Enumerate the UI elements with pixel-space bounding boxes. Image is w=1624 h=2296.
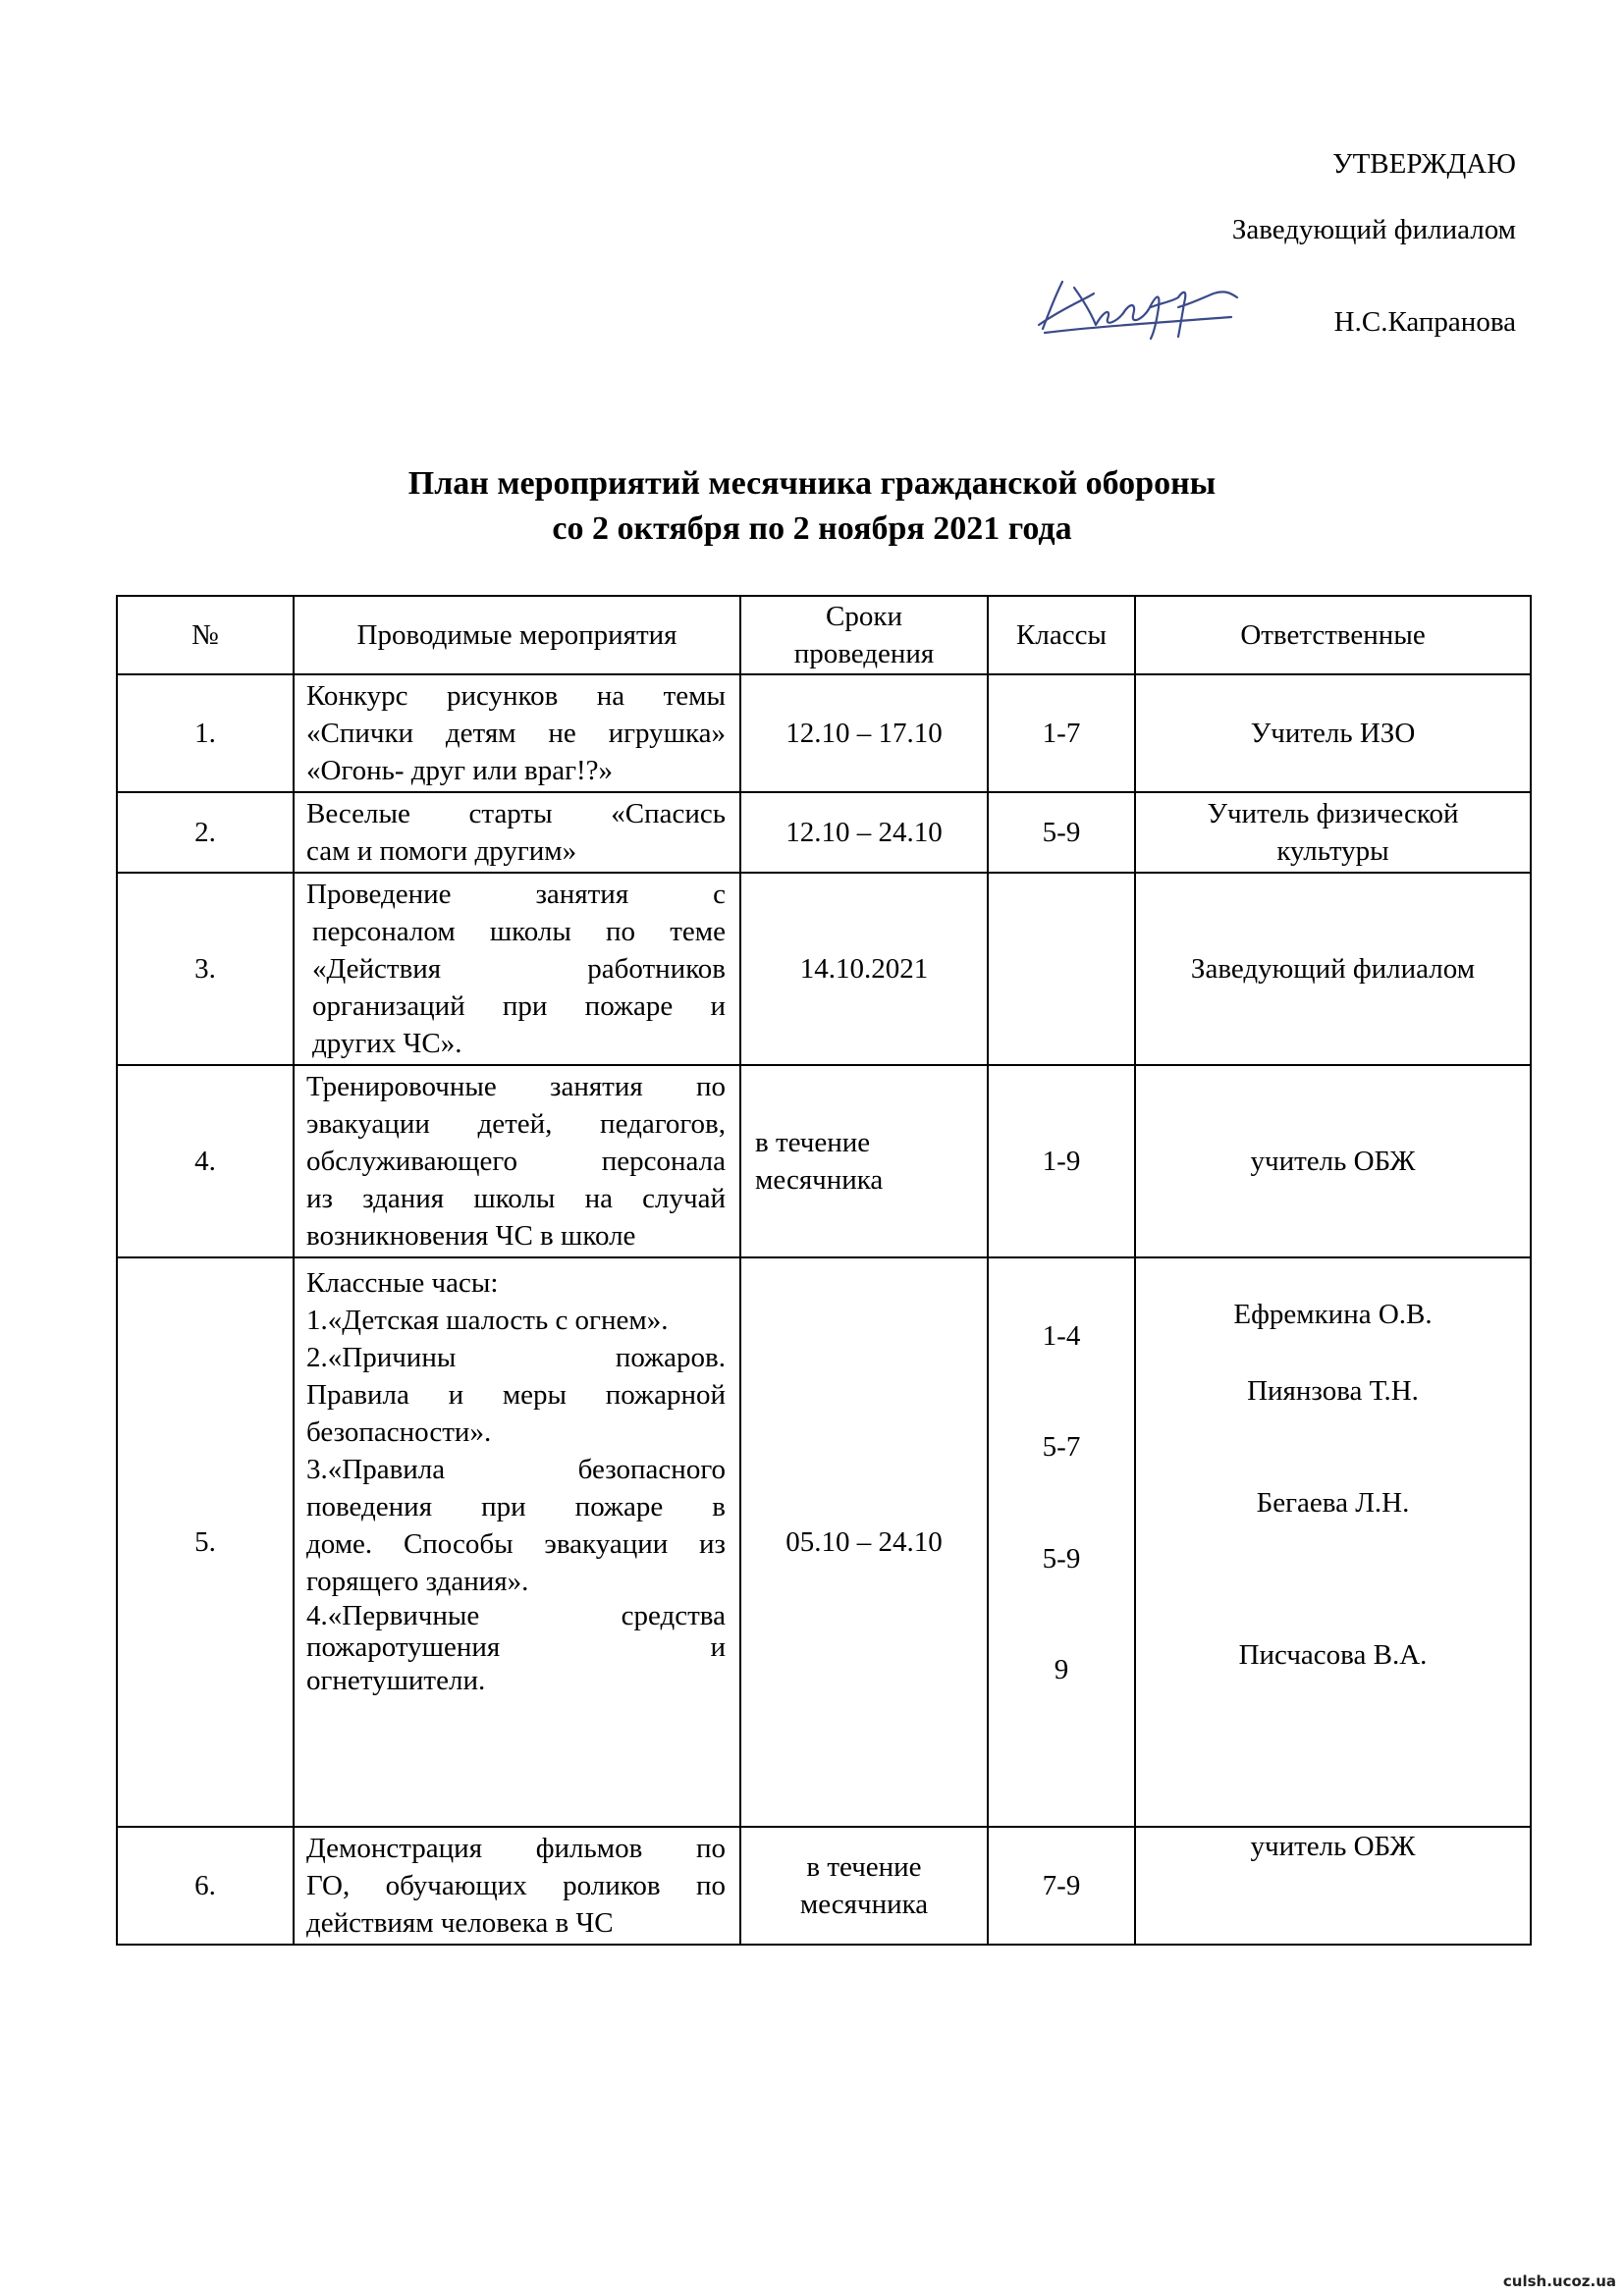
responsible-item: Ефремкина О.В. bbox=[1233, 1299, 1433, 1330]
row-responsible: Учитель физической культуры bbox=[1135, 792, 1531, 873]
class-item: 1-4 bbox=[1042, 1320, 1081, 1352]
table-row bbox=[117, 873, 1531, 1065]
header-classes: Классы bbox=[988, 596, 1135, 674]
event-line: ГО, обучающих роликов по bbox=[306, 1870, 726, 1901]
row-dates: 12.10 – 24.10 bbox=[740, 792, 988, 873]
header-dates-text: Сроки проведения bbox=[793, 601, 935, 669]
row-classes: 7-9 bbox=[988, 1827, 1135, 1945]
row-classes bbox=[988, 1257, 1135, 1827]
row-dates: 14.10.2021 bbox=[740, 873, 988, 1065]
row-dates: в течение месячника bbox=[740, 1827, 988, 1945]
event-line: безопасности». bbox=[306, 1416, 492, 1448]
approver-position: Заведующий филиалом bbox=[1231, 214, 1516, 245]
approver-name: Н.С.Капранова bbox=[1333, 306, 1516, 338]
title-line-2: со 2 октября по 2 ноября 2021 года bbox=[552, 510, 1072, 547]
row-event bbox=[294, 792, 740, 873]
row-responsible bbox=[1135, 1257, 1531, 1827]
event-line: 1.«Детская шалость с огнем». bbox=[306, 1305, 669, 1336]
row-classes: 1-9 bbox=[988, 1065, 1135, 1257]
row-responsible: Учитель ИЗО bbox=[1135, 674, 1531, 792]
row-event bbox=[294, 1065, 740, 1257]
events-table bbox=[116, 595, 1532, 1946]
event-line: доме. Способы эвакуации из bbox=[306, 1528, 726, 1560]
handwritten-signature bbox=[1035, 268, 1241, 347]
row-event bbox=[294, 674, 740, 792]
class-item: 5-7 bbox=[1042, 1431, 1081, 1463]
event-line: горящего здания». bbox=[306, 1566, 529, 1597]
row-responsible: учитель ОБЖ bbox=[1135, 1065, 1531, 1257]
event-line: других ЧС». bbox=[312, 1028, 462, 1059]
event-line: организаций при пожаре и bbox=[312, 990, 726, 1022]
event-line: 2.«Причины пожаров. bbox=[306, 1342, 726, 1373]
event-line: 4.«Первичные средства bbox=[306, 1600, 726, 1631]
responsible-item: Пиянзова Т.Н. bbox=[1247, 1375, 1419, 1407]
table-row bbox=[117, 674, 1531, 792]
row-dates: 12.10 – 17.10 bbox=[740, 674, 988, 792]
title-line-1: План мероприятий месячника гражданской обороны bbox=[407, 465, 1217, 502]
header-num: № bbox=[117, 596, 294, 674]
row-classes: 5-9 bbox=[988, 792, 1135, 873]
event-line: Веселые старты «Спасись bbox=[306, 798, 726, 829]
row-num: 1. bbox=[117, 674, 294, 792]
header-event: Проводимые мероприятия bbox=[294, 596, 740, 674]
table-row bbox=[117, 792, 1531, 873]
event-line: действиям человека в ЧС bbox=[306, 1907, 614, 1939]
event-line: огнетушители. bbox=[306, 1665, 486, 1696]
watermark: culsh.ucoz.ua bbox=[1502, 2272, 1616, 2290]
row-classes: 1-7 bbox=[988, 674, 1135, 792]
row-num: 3. bbox=[117, 873, 294, 1065]
row-event bbox=[294, 873, 740, 1065]
row-event bbox=[294, 1257, 740, 1827]
responsible-item: Бегаева Л.Н. bbox=[1256, 1487, 1410, 1519]
event-line: «Действия работников bbox=[312, 953, 726, 985]
event-line: 3.«Правила безопасного bbox=[306, 1454, 726, 1485]
row-num: 4. bbox=[117, 1065, 294, 1257]
event-line: Демонстрация фильмов по bbox=[306, 1833, 726, 1864]
event-line: Классные часы: bbox=[306, 1267, 499, 1299]
event-line: «Огонь- друг или враг!?» bbox=[306, 755, 614, 786]
row-event bbox=[294, 1827, 740, 1945]
table-row bbox=[117, 1827, 1531, 1945]
event-line: Правила и меры пожарной bbox=[306, 1379, 726, 1411]
row-num: 5. bbox=[117, 1257, 294, 1827]
event-line: сам и помоги другим» bbox=[306, 835, 577, 867]
header-dates bbox=[740, 596, 988, 674]
table-row bbox=[117, 1257, 1531, 1827]
class-item: 5-9 bbox=[1042, 1543, 1081, 1575]
row-responsible: учитель ОБЖ bbox=[1135, 1827, 1531, 1945]
table-header-row bbox=[117, 596, 1531, 674]
row-classes bbox=[988, 873, 1135, 1065]
document-title bbox=[0, 461, 1624, 552]
event-line: пожаротушения и bbox=[306, 1631, 726, 1663]
event-line: возникновения ЧС в школе bbox=[306, 1220, 636, 1252]
event-line: персоналом школы по теме bbox=[312, 916, 726, 947]
row-num: 2. bbox=[117, 792, 294, 873]
approval-block bbox=[927, 147, 1516, 345]
approve-heading: УТВЕРЖДАЮ bbox=[1332, 148, 1516, 180]
row-responsible: Заведующий филиалом bbox=[1135, 873, 1531, 1065]
header-responsible: Ответственные bbox=[1135, 596, 1531, 674]
event-line: Конкурс рисунков на темы bbox=[306, 680, 726, 712]
event-line: «Спички детям не игрушка» bbox=[306, 718, 726, 749]
event-line: из здания школы на случай bbox=[306, 1183, 726, 1214]
responsible-item: Писчасова В.А. bbox=[1238, 1639, 1428, 1671]
row-dates: в течение месячника bbox=[740, 1065, 988, 1257]
event-line: поведения при пожаре в bbox=[306, 1491, 726, 1522]
row-num: 6. bbox=[117, 1827, 294, 1945]
event-line: эвакуации детей, педагогов, bbox=[306, 1108, 726, 1140]
class-item: 9 bbox=[1054, 1654, 1069, 1685]
row-dates: 05.10 – 24.10 bbox=[740, 1257, 988, 1827]
event-line: обслуживающего персонала bbox=[306, 1146, 726, 1177]
event-line: Тренировочные занятия по bbox=[306, 1071, 726, 1102]
event-line: Проведение занятия с bbox=[306, 879, 726, 910]
table-row bbox=[117, 1065, 1531, 1257]
